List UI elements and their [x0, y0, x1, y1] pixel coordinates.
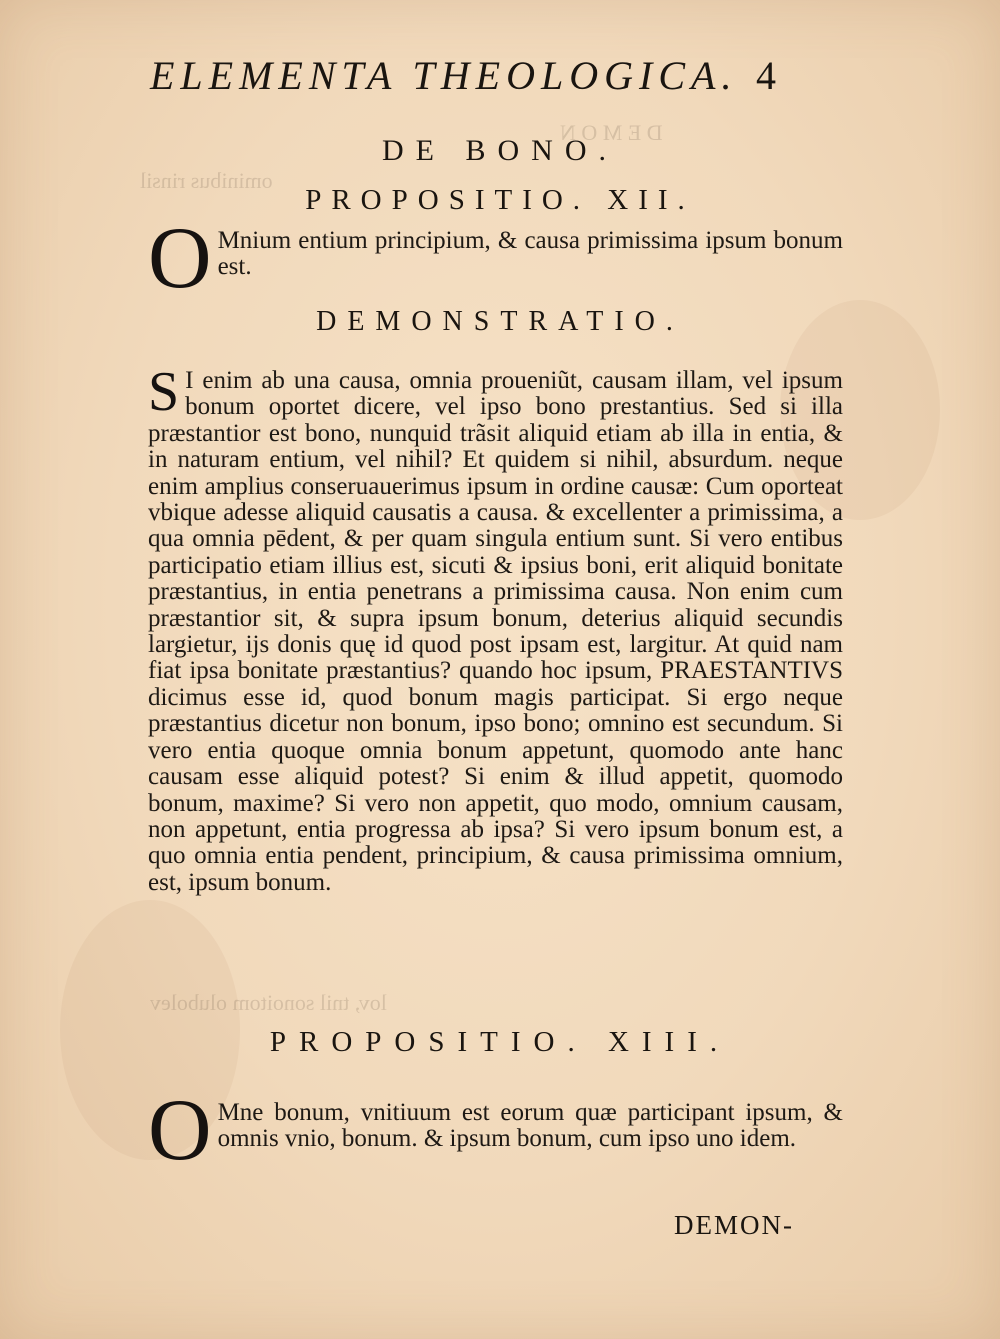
section-title: DE BONO. [382, 134, 618, 167]
proposition-heading: PROPOSITIO. XII. [305, 184, 695, 216]
proposition-body: Mne bonum, vnitiuum est eorum quæ participant ipsum, & omnis vnio, bonum. & ipsum bonum, cum ipso uno idem. [217, 1099, 843, 1153]
proposition-text [148, 210, 843, 307]
drop-cap-initial: O [148, 1082, 212, 1179]
running-title: ELEMENTA THEOLOGICA. [150, 53, 738, 98]
drop-cap-initial: O [148, 210, 212, 307]
bleed-through-decoration: lov, tnil sonoitom olubolev [150, 990, 387, 1015]
bleed-through-decoration: D E M O N [560, 120, 663, 145]
demonstratio-heading: DEMONSTRATIO. [316, 306, 684, 337]
bleed-through-decoration: ominibus rinsil [140, 168, 273, 193]
drop-cap-initial: S [148, 361, 180, 423]
proposition-text [148, 1082, 843, 1179]
proposition-heading: PROPOSITIO. XIII. [269, 1026, 731, 1058]
page-number: 4 [756, 53, 776, 98]
demonstratio-text [148, 361, 843, 896]
catchword: DEMON- [674, 1210, 794, 1240]
proposition-body: Mnium entium principium, & causa primissima ipsum bonum est. [217, 227, 843, 281]
demonstratio-body: I enim ab una causa, omnia proueniũt, causam illam, vel ipsum bonum oportet dicere, vel ipso bono prestantius. Sed si illa præstantior est bono, nunquid trãsit aliquid etiam ab illa in entia, & in naturam entium, vel nihil? Et quidem si nihil, absurdum. neque enim amplius conseruauerimus ipsum in ordine causæ: Cum oporteat vbique adesse aliquid causatis a causa. & excellenter a primissima, a qua omnia pēdent, & per quam singula entium sunt. Si vero entibus participatio etiam illius est, sicuti & ipsius boni, erit aliquid bonitate præstantius, in entia penetrans a primissima causa. Non enim cum præstantior sit, & supra ipsum bonum, deterius aliquid secundis largietur, ijs donis quę id quod post ipsam est, largitur. At quid nam fiat ipsa bonitate præstantius? quando hoc ipsum, PRAESTANTIVS dicimus esse id, quod bonum magis participat. Si ergo neque præstantius dicetur non bonum, ipso bono; omnino est secundum. Si vero entia quoque omnia bonum appetunt, quomodo ante hanc causam esse aliquid potest? Si enim & illud appetit, quomodo bonum, maxime? Si vero non appetit, quo modo, omnium causam, non appetunt, entia progressa ab ipsa? Si vero ipsum bonum est, a quo omnia entia pendent, principium, & causa primissima omnium, est, ipsum bonum. [148, 367, 843, 896]
